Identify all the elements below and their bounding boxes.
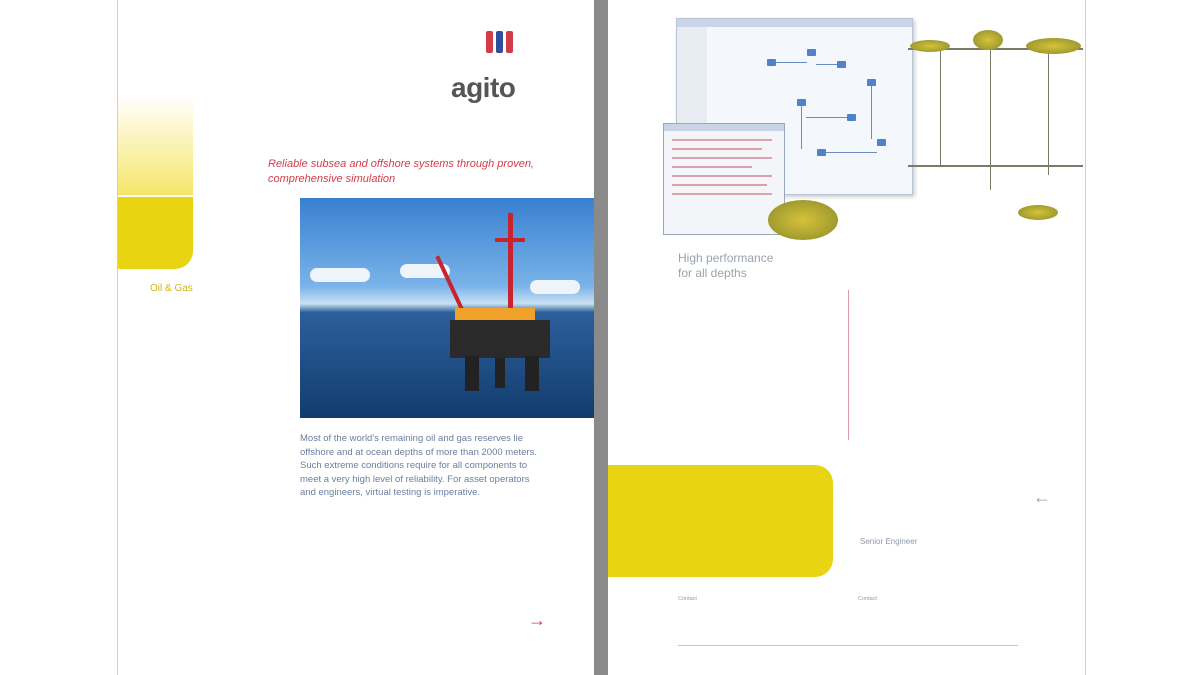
- yellow-section-tab: [118, 197, 193, 269]
- pipeline: [940, 50, 941, 165]
- yellow-highlight-box: [608, 465, 833, 577]
- intro-paragraph: Most of the world's remaining oil and gas reserves lie offshore and at ocean depths of more than 2000 meters. Such extreme conditions require for all components to meet a very high level of reliability. For asset operators and engineers, virtual testing is imperative.: [300, 433, 537, 498]
- yellow-gradient-bar: [118, 95, 193, 195]
- software-screenshot-table: [663, 123, 785, 235]
- subsea-field-icon: [1018, 205, 1058, 220]
- section-title-line-2: for all depths: [678, 266, 747, 280]
- page-gutter: [594, 0, 608, 675]
- section-title: [678, 251, 773, 281]
- offshore-rig-photo: [300, 198, 595, 418]
- platform-icon: [1026, 38, 1081, 54]
- section-label: Oil & Gas: [150, 283, 193, 294]
- section-title-line-1: High performance: [678, 251, 774, 265]
- platform-icon: [910, 40, 950, 52]
- pipeline: [1048, 50, 1049, 175]
- company-logo-icon: [486, 31, 526, 57]
- platform-icon: [973, 30, 1003, 50]
- left-brochure-page: [117, 0, 595, 675]
- right-brochure-page: [608, 0, 1086, 675]
- footer-contact-heading-left: Contact: [678, 596, 697, 602]
- footer-contact-heading-right: Contact: [858, 596, 877, 602]
- next-page-arrow-icon: →: [528, 610, 546, 630]
- brand-name: agito: [451, 72, 516, 103]
- column-divider: [848, 290, 849, 440]
- pipeline: [990, 50, 991, 190]
- seabed-line: [908, 165, 1083, 167]
- headline: Reliable subsea and offshore systems through proven, comprehensive simulation: [268, 158, 534, 185]
- footer-rule: [678, 645, 1018, 646]
- prev-page-arrow-icon: ←: [1033, 487, 1051, 507]
- subsea-field-icon: [768, 200, 838, 240]
- quote-source: Senior Engineer: [860, 537, 918, 546]
